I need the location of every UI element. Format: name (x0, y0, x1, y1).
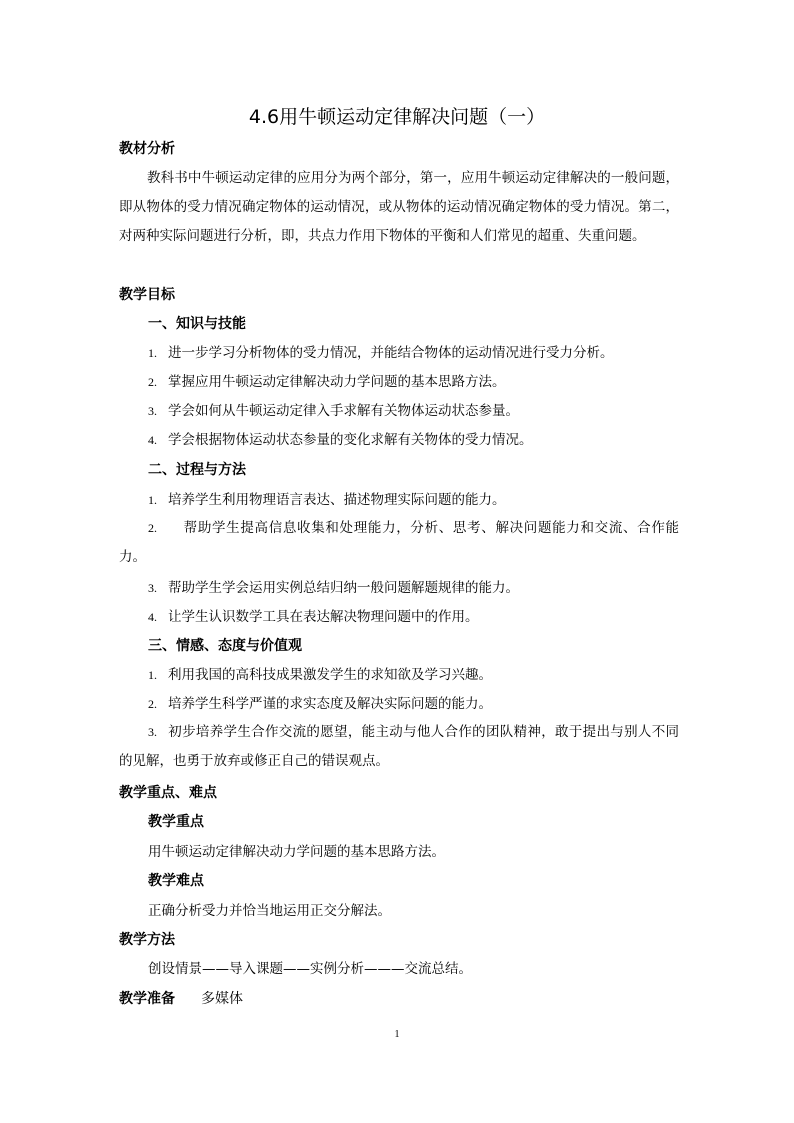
item-number: 1. (148, 668, 157, 682)
emotion-values-heading: 三、情感、态度与价值观 (148, 638, 302, 654)
material-analysis-text: 教科书中牛顿运动定律的应用分为两个部分，第一，应用牛顿运动定律解决的一般问题，即从物体的受力情况确定物体的运动情况，或从物体的运动情况确定物体的受力情况。第二，对两种实际问题进行分析，即，共点力作用下物体的平衡和人们常见的超重、失重问题。 (119, 170, 679, 245)
item-number: 2. (148, 697, 157, 711)
item-number: 1. (148, 493, 157, 507)
item-text: 帮助学生学会运用实例总结归纳一般问题解题规律的能力。 (168, 580, 519, 596)
item-text: 培养学生科学严谨的求实态度及解决实际问题的能力。 (168, 696, 492, 712)
key-points-heading: 教学重点、难点 (119, 785, 217, 801)
knowledge-item (148, 343, 614, 363)
process-item (148, 490, 506, 510)
item-text: 学会如何从牛顿运动定律入手求解有关物体运动状态参量。 (168, 403, 519, 419)
teaching-method-text: 创设情景——导入课题——实例分析———交流总结。 (148, 961, 472, 977)
emotion-item (148, 665, 492, 685)
focus-text: 用牛顿运动定律解决动力学问题的基本思路方法。 (148, 844, 445, 860)
process-item (119, 514, 679, 573)
item-text: 利用我国的高科技成果激发学生的求知欲及学习兴趣。 (168, 667, 492, 683)
emotion-item (148, 694, 492, 714)
item-number: 2. (148, 375, 157, 389)
material-analysis-heading: 教材分析 (119, 141, 175, 157)
process-item (148, 607, 479, 627)
process-item (148, 578, 519, 598)
item-number: 1. (148, 346, 157, 360)
item-number: 2. (148, 521, 157, 535)
teaching-method-heading: 教学方法 (119, 932, 175, 948)
item-text: 进一步学习分析物体的受力情况，并能结合物体的运动情况进行受力分析。 (168, 345, 614, 361)
knowledge-skills-heading: 一、知识与技能 (148, 316, 246, 332)
item-number: 3. (148, 725, 157, 739)
emotion-item (119, 718, 679, 777)
item-number: 3. (148, 404, 157, 418)
knowledge-item (148, 401, 519, 421)
item-text: 帮助学生提高信息收集和处理能力，分析、思考、解决问题能力和交流、合作能力。 (119, 520, 679, 566)
preparation-label: 教学准备 (119, 991, 175, 1007)
page-title: 4.6用牛顿运动定律解决问题（一） (248, 106, 546, 128)
item-number: 4. (148, 610, 157, 624)
difficulty-heading: 教学难点 (148, 873, 204, 889)
item-text: 培养学生利用物理语言表达、描述物理实际问题的能力。 (168, 492, 506, 508)
teaching-preparation (119, 989, 243, 1009)
focus-heading: 教学重点 (148, 814, 204, 830)
knowledge-item (148, 430, 533, 450)
item-text: 让学生认识数学工具在表达解决物理问题中的作用。 (168, 609, 479, 625)
preparation-value: 多媒体 (201, 991, 243, 1007)
item-number: 3. (148, 581, 157, 595)
knowledge-item (148, 372, 506, 392)
item-text: 掌握应用牛顿运动定律解决动力学问题的基本思路方法。 (168, 374, 506, 390)
item-text: 学会根据物体运动状态参量的变化求解有关物体的受力情况。 (168, 432, 533, 448)
process-methods-heading: 二、过程与方法 (148, 462, 246, 478)
teaching-goals-heading: 教学目标 (119, 287, 175, 303)
item-text: 初步培养学生合作交流的愿望，能主动与他人合作的团队精神，敢于提出与别人不同的见解，也勇于放弃或修正自己的错误观点。 (119, 724, 679, 770)
item-number: 4. (148, 433, 157, 447)
page-number: 1 (394, 1029, 400, 1040)
difficulty-text: 正确分析受力并恰当地运用正交分解法。 (148, 903, 391, 919)
